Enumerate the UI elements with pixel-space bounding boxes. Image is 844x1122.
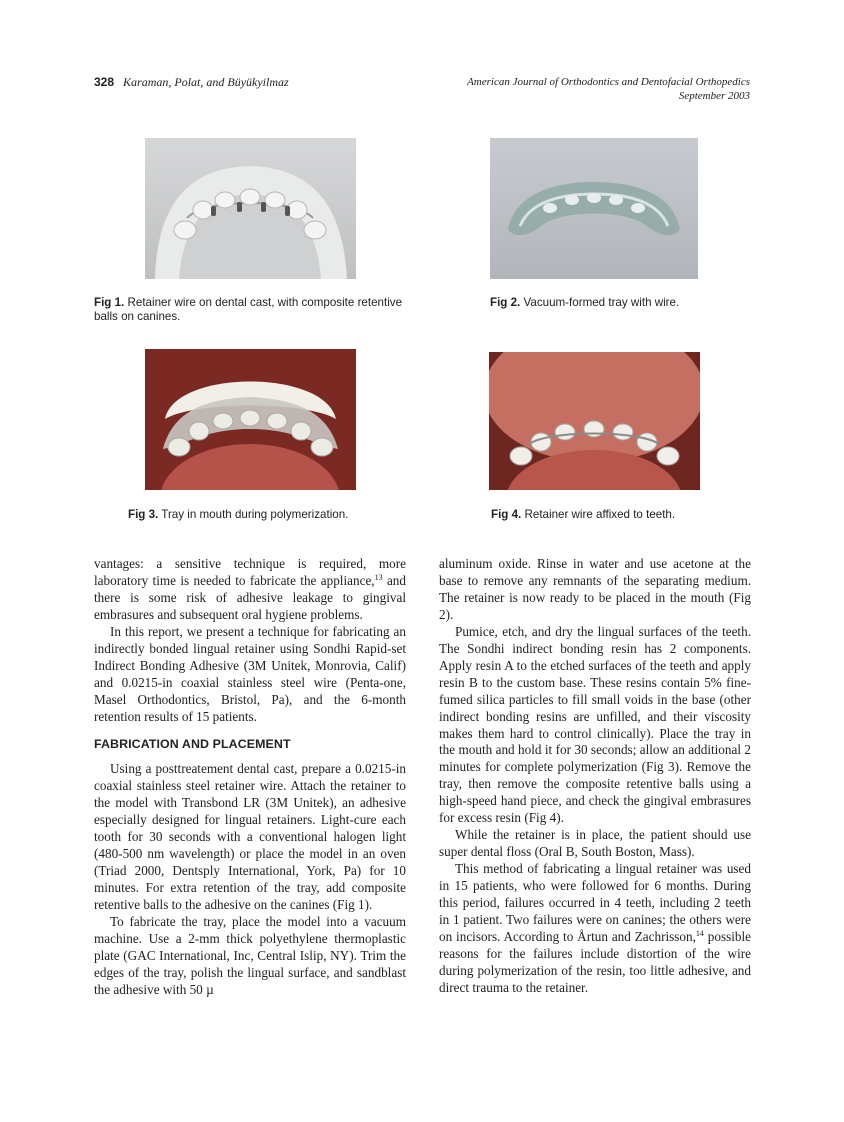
paragraph: Pumice, etch, and dry the lingual surfaces of the teeth. The Sondhi indirect bonding resin has 2 components. Apply resin A to the etched surfaces of the teeth and apply resin B to the custom base. These resins contain 5% fine-fumed silica particles to fill small voids in the base (other indirect bonding resins are unfilled, and their viscosity makes them hard to control clinically). Place the tray in the mouth and hold it for 30 seconds; allow an additional 2 minutes for complete polymerization (Fig 3). Remove the tray, then remove the composite retentive balls using a high-speed hand piece, and check the gingival embrasures for excess resin (Fig 4). [439, 623, 751, 826]
figure-4-caption [491, 508, 751, 522]
running-authors: Karaman, Polat, and Büyükyilmaz [123, 75, 289, 89]
figure-2-image [490, 138, 698, 279]
figure-3-caption-text: Tray in mouth during polymerization. [161, 508, 349, 521]
figure-2-caption [490, 296, 750, 310]
figure-4-image [489, 352, 700, 490]
section-heading: FABRICATION AND PLACEMENT [94, 736, 291, 751]
running-header-right [467, 75, 750, 103]
figure-1-label: Fig 1. [94, 296, 125, 309]
figure-4-caption-text: Retainer wire affixed to teeth. [524, 508, 676, 521]
figure-2-label: Fig 2. [490, 296, 521, 309]
right-column [439, 556, 751, 997]
paragraph: In this report, we present a technique for fabricating an indirectly bonded lingual retainer using Sondhi Rapid-set Indirect Bonding Adhesive (3M Unitek, Monrovia, Calif) and 0.0215-in coaxial stainless steel wire (Penta-one, Masel Orthodontics, Bristol, Pa), and the 6-month retention results of 15 patients. [94, 623, 406, 724]
citation-ref: 13 [374, 572, 383, 582]
running-header-left [94, 75, 289, 90]
figure-1-caption [94, 296, 424, 324]
figure-3-label: Fig 3. [128, 508, 159, 521]
issue-date: September 2003 [678, 90, 750, 102]
figure-2-caption-text: Vacuum-formed tray with wire. [523, 296, 680, 309]
citation-ref: 14 [695, 928, 704, 938]
figure-3-caption [128, 508, 428, 522]
paragraph: To fabricate the tray, place the model into a vacuum machine. Use a 2-mm thick polyethylene thermoplastic plate (GAC International, Inc, Central Islip, NY). Trim the edges of the tray, polish the lingual surface, and sandblast the adhesive with 50 µ [94, 914, 406, 997]
paragraph: aluminum oxide. Rinse in water and use acetone at the base to remove any remnants of the separating medium. The retainer is now ready to be placed in the mouth (Fig 2). [439, 556, 751, 622]
paragraph: vantages: a sensitive technique is required, more laboratory time is needed to fabricate the appliance,$^{13}$ and there is some risk of adhesive leakage to gingival embrasures and subsequent oral hygiene problems. [94, 556, 406, 622]
paragraph: Using a posttreatement dental cast, prepare a 0.0215-in coaxial stainless steel retainer wire. Attach the retainer to the model with Transbond LR (3M Unitek), an adhesive especially designed for lingual retainers. Light-cure each tooth for 30 seconds with a conventional halogen light (480-500 nm wavelength) or place the model in an oven (Triad 2000, Dentsply International, York, Pa) for 10 minutes. For extra retention of the tray, add composite retentive balls to the adhesive on the canines (Fig 1). [94, 761, 406, 913]
left-column [94, 556, 406, 999]
paragraph: This method of fabricating a lingual retainer was used in 15 patients, who were followed for 6 months. During this period, failures occurred in 4 teeth, including 2 teeth in 1 patient. Two failures were on canines; the others were on incisors. According to Årtun and Zachrisson,$^{14}$ possible reasons for the failures include distortion of the wire during polymerization of the resin, too little adhesive, and direct trauma to the retainer. [439, 861, 751, 995]
figure-3-image [145, 349, 356, 490]
paragraph: While the retainer is in place, the patient should use super dental floss (Oral B, South Boston, Mass). [439, 827, 751, 860]
figure-1-image [145, 138, 356, 279]
figure-1-caption-text: Retainer wire on dental cast, with composite retentive balls on canines. [94, 296, 403, 323]
page-number: 328 [94, 75, 115, 89]
journal-title: American Journal of Orthodontics and Dentofacial Orthopedics [467, 76, 750, 88]
figure-4-label: Fig 4. [491, 508, 522, 521]
